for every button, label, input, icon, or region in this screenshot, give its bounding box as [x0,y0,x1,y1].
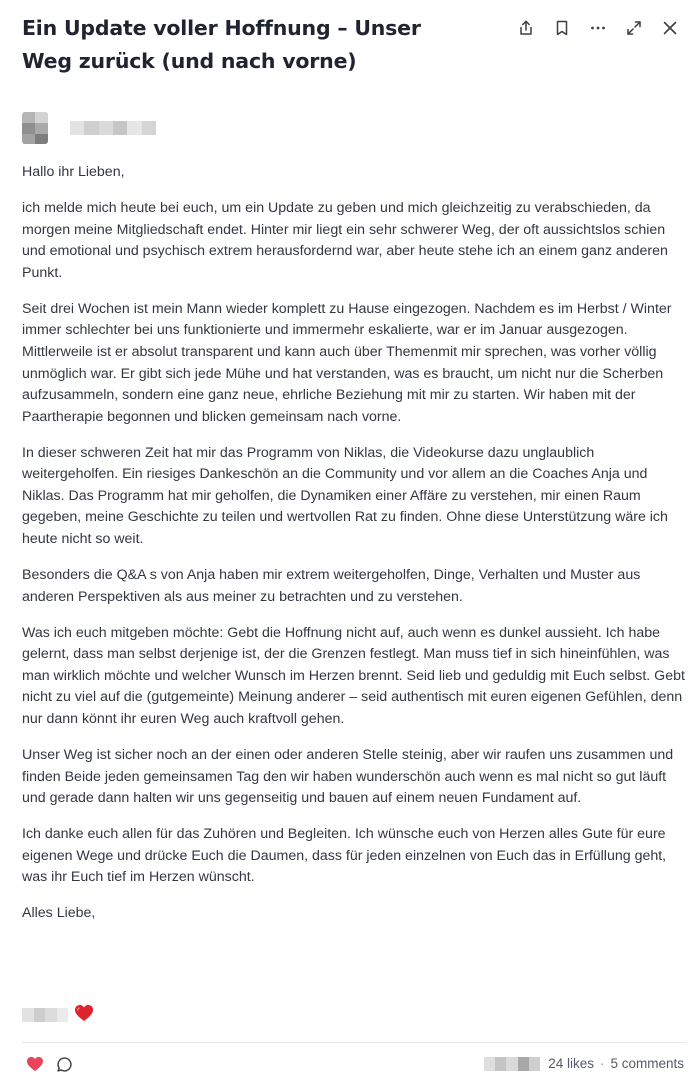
stats-separator: · [599,1056,605,1071]
comment-button[interactable] [56,1056,73,1078]
expand-button[interactable] [616,14,652,42]
post-title: Ein Update voller Hoffnung – Unser Weg zurück (und nach vorne) [22,16,421,73]
paragraph: ich melde mich heute bei euch, um ein Update zu geben und mich gleichzeitig zu verabschieden, da morgen meine Mitgliedschaft endet. Hinter mir liegt ein sehr schwerer Weg, der oft aussichtslos schien und emotional und psychisch extrem herausfordernd war, aber heute stehe ich an einem ganz anderen Punkt. [22,199,668,281]
greeting: Hallo ihr Lieben, [22,164,125,180]
avatar[interactable] [22,112,48,144]
post-stats [548,1056,684,1071]
post-body [22,162,686,939]
more-options-button[interactable] [580,14,616,42]
likers-avatars-redacted[interactable] [484,1057,540,1071]
close-button[interactable] [652,14,688,42]
author-name-redacted [70,121,156,135]
signature-name-redacted [22,1008,68,1022]
close-icon [661,19,679,37]
likes-count[interactable]: 24 likes [548,1056,594,1071]
signature [22,1004,94,1026]
post-author[interactable] [22,112,156,144]
bookmark-icon [553,19,571,37]
paragraph: In dieser schweren Zeit hat mir das Programm von Niklas, die Videokurse dazu unglaublich weitergeholfen. Ein riesiges Dankeschön an die Community und vor allem an die Coaches Anja und Niklas. Das Programm hat mir geholfen, die Dynamiken einer Affäre zu verstehen, mir einen Raum gegeben, meine Geschichte zu teilen und wertvollen Rat zu finden. Ohne diese Unterstützung wäre ich heute nicht so weit. [22,444,668,548]
share-icon [517,19,535,37]
expand-icon [625,19,643,37]
heart-icon [26,1056,44,1072]
like-button[interactable] [26,1056,44,1077]
bookmark-button[interactable] [544,14,580,42]
paragraph: Seit drei Wochen ist mein Mann wieder komplett zu Hause eingezogen. Nachdem es im Herbst / Winter immer schlechter bei uns funktionierte und immermehr eskalierte, war er im Januar ausgezogen. Mittlerweile ist er absolut transparent und kann auch über Themenmit mir sprechen, was vorher völlig unmöglich war. Er gibt sich jede Mühe und hat verstanden, was es braucht, um nicht nur die Scherben aufzusammeln, sondern eine ganz neue, ehrliche Beziehung mit mir zu starten. Wir haben mit der Paartherapie begonnen und blicken gemeinsam nach vorne. [22,300,672,425]
comment-icon [56,1056,73,1073]
comments-count[interactable]: 5 comments [610,1056,684,1071]
paragraph: Was ich euch mitgeben möchte: Gebt die Hoffnung nicht auf, auch wenn es dunkel aussieht. Ich habe gelernt, dass man selbst derjenige ist, der die Grenzen festlegt. Man muss tief in sich hineinfühlen, was man wirklich möchte und welcher Wunsch im Herzen brennt. Seid lieb und geduldig mit Euch selbst. Gebt nicht zu viel auf die (gutgemeinte) Meinung anderer – seid authentisch mit euren eigenen Gefühlen, denn nur dann könnt ihr euren Weg auch kraftvoll gehen. [22,624,685,728]
heart-emoji [74,1004,94,1027]
paragraph: Unser Weg ist sicher noch an der einen oder anderen Stelle steinig, aber wir raufen uns zusammen und finden Beide jeden gemeinsamen Tag den wir haben wunderschön auch wenn es mal nicht so gut läuft und gerade dann halten wir uns gegenseitig und bauen auf einem neuen Fundament auf. [22,747,674,807]
paragraph: Besonders die Q&A s von Anja haben mir extrem weitergeholfen, Dinge, Verhalten und Muster aus anderen Perspektiven als aus meiner zu betrachten und zu verstehen. [22,567,641,605]
closing: Alles Liebe, [22,905,96,922]
more-horizontal-icon [589,19,607,37]
footer-divider [22,1042,686,1043]
share-button[interactable] [508,14,544,42]
paragraph: Ich danke euch allen für das Zuhören und Begleiten. Ich wünsche euch von Herzen alles Gute für eure eigenen Wege und drücke Euch die Daumen, dass für jeden einzelnen von Euch das in Erfüllung geht, was ihr Euch tief im Herzen wünscht. [22,826,667,886]
post-footer [22,1052,686,1076]
post-actions [508,14,688,42]
